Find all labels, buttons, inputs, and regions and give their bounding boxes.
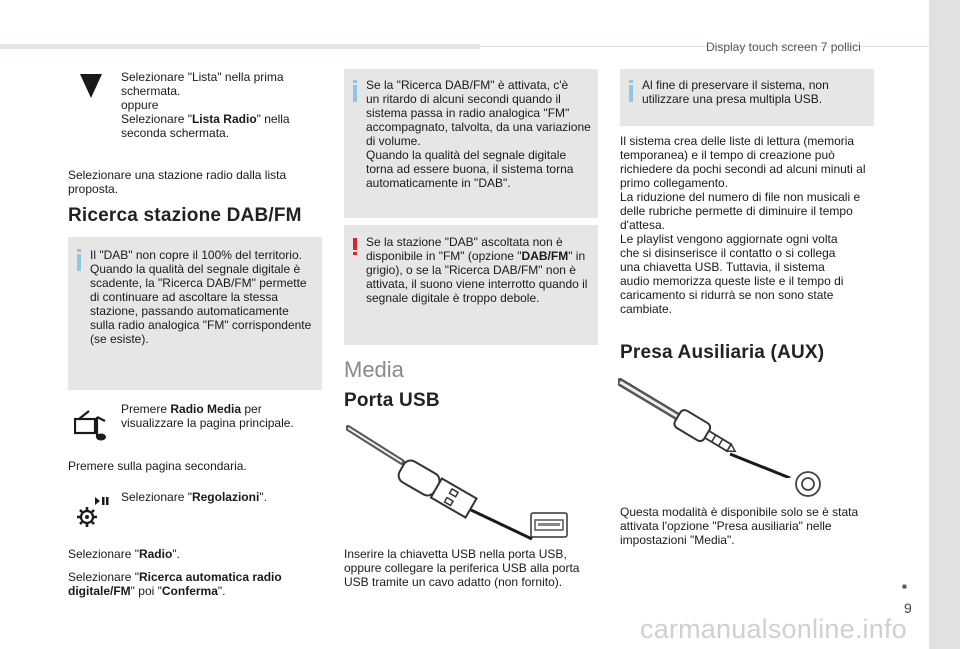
step-select-list: [121, 70, 321, 140]
info-line: di continuare ad ascoltare la stessa: [90, 290, 279, 304]
info-line: Se la "Ricerca DAB/FM" è attivata, c'è: [366, 78, 569, 92]
info-line: (se esiste).: [90, 332, 149, 346]
bold-text: DAB/FM: [521, 249, 569, 263]
para-line: impostazioni "Media".: [620, 533, 735, 547]
info-line: sistema passa in radio analogica "FM": [366, 106, 570, 120]
para-line: proposta.: [68, 182, 119, 196]
warning-line: [366, 249, 598, 263]
step-line: schermata.: [121, 84, 181, 98]
bold-text: Radio Media: [170, 402, 242, 416]
para-line: Selezionare una stazione radio dalla lista: [68, 168, 287, 182]
info-line: un ritardo di alcuni secondi quando il: [366, 92, 561, 106]
paragraph: [68, 168, 318, 196]
text: Selezionare ": [121, 490, 192, 504]
text: disponibile in "FM" (opzione ": [366, 249, 522, 263]
step-line: [121, 112, 321, 126]
para-line: cambiate.: [620, 302, 673, 316]
info-line: Quando la qualità del segnale digitale è: [90, 262, 301, 276]
para-line: audio memorizza queste liste e il tempo di: [620, 274, 844, 288]
text: Selezionare ": [68, 570, 139, 584]
header-title: Display touch screen 7 pollici: [706, 40, 861, 54]
info-text: [90, 248, 320, 346]
bold-text: Regolazioni: [191, 490, 260, 504]
bold-text: Ricerca automatica radio: [138, 570, 282, 584]
para-line: una chiavetta USB. Tuttavia, il sistema: [620, 260, 825, 274]
para-line: temporanea) e il tempo di creazione può: [620, 148, 835, 162]
text: ".: [172, 547, 180, 561]
bold-text: Radio: [138, 547, 173, 561]
section-title: Media: [344, 357, 404, 382]
info-line: stazione, passando automaticamente: [90, 304, 289, 318]
para-line: Questa modalità è disponibile solo se è stata: [620, 505, 859, 519]
text: ".: [259, 490, 267, 504]
warning-line: grigio), o se la "Ricerca DAB/FM" non è: [366, 263, 576, 277]
usb-port-icon: [530, 512, 568, 543]
step-line: oppure: [121, 98, 159, 112]
para-line: richiedere da pochi secondi ad alcuni minuti al: [620, 162, 866, 176]
para-line: La riduzione del numero di file non musicali e: [620, 190, 861, 204]
para-line: [68, 570, 328, 584]
info-icon: [629, 80, 633, 102]
info-line: accompagnato, talvolta, da una variazione: [366, 120, 591, 134]
section-heading: Porta USB: [344, 390, 440, 411]
para-line: caricamento si ridurrà se non sono state: [620, 288, 834, 302]
radio-media-icon: [74, 409, 110, 446]
text: ".: [217, 584, 226, 598]
info-text: [642, 78, 872, 106]
paragraph: [68, 570, 328, 598]
jack-plug-icon: [618, 378, 798, 483]
para-line: Il sistema crea delle liste di lettura (memoria: [620, 134, 855, 148]
step-line: Selezionare "Lista" nella prima: [121, 70, 284, 84]
text: " nella: [256, 112, 290, 126]
paragraph: Premere sulla pagina secondaria.: [68, 459, 247, 473]
info-line: Al fine di preservare il sistema, non: [642, 78, 829, 92]
para-line: oppure collegare la periferica USB alla porta: [344, 561, 580, 575]
warning-line: attivata, il suono viene interrotto quando il: [366, 277, 588, 291]
info-line: Quando la qualità del segnale digitale: [366, 148, 567, 162]
section-heading: Ricerca stazione DAB/FM: [68, 205, 302, 226]
settings-gear-icon: [75, 495, 111, 534]
bold-text: Lista Radio: [191, 112, 257, 126]
side-band: [929, 0, 960, 649]
warning-icon: [353, 238, 357, 255]
info-line: scadente, la "Ricerca DAB/FM" permette: [90, 276, 307, 290]
text: " poi ": [130, 584, 162, 598]
info-line: utilizzare una presa multipla USB.: [642, 92, 823, 106]
para-line: d'attesa.: [620, 218, 665, 232]
paragraph: [620, 505, 880, 547]
step-radio-media: [121, 402, 321, 430]
para-line: che si disinserisce il contatto o si collega: [620, 246, 836, 260]
info-icon: [77, 249, 81, 271]
watermark: carmanualsonline.info: [640, 614, 907, 644]
end-marker: ■: [902, 582, 907, 591]
bold-text: digitale/FM: [68, 584, 131, 598]
paragraph: [344, 547, 604, 589]
info-line: automaticamente in "DAB".: [366, 176, 511, 190]
info-line: di volume.: [366, 134, 421, 148]
step-line: visualizzare la pagina principale.: [121, 416, 294, 430]
text: Selezionare ": [68, 547, 139, 561]
info-text: [366, 78, 598, 190]
para-line: Inserire la chiavetta USB nella porta USB,: [344, 547, 567, 561]
text: Selezionare ": [121, 112, 192, 126]
header-rule: [0, 44, 480, 49]
bold-text: Conferma: [161, 584, 218, 598]
warning-line: Se la stazione "DAB" ascoltata non è: [366, 235, 563, 249]
para-line: attivata l'opzione "Presa ausiliaria" nelle: [620, 519, 832, 533]
para-line: delle rubriche permette di diminuire il tempo: [620, 204, 853, 218]
para-line: [68, 584, 328, 598]
text: per: [241, 402, 262, 416]
para-line: primo collegamento.: [620, 176, 729, 190]
text: " in: [568, 249, 586, 263]
page-number: 9: [904, 600, 912, 616]
header-rule-thin: [480, 46, 929, 47]
warning-text: [366, 235, 598, 305]
step-settings: [121, 490, 267, 504]
para-line: Le playlist vengono aggiornate ogni volta: [620, 232, 838, 246]
warning-line: segnale digitale è troppo debole.: [366, 291, 540, 305]
paragraph: [68, 547, 180, 561]
step-line: seconda schermata.: [121, 126, 230, 140]
info-line: torna ad essere buona, il sistema torna: [366, 162, 574, 176]
section-heading: Presa Ausiliaria (AUX): [620, 342, 825, 363]
info-icon: [353, 80, 357, 102]
step-line: [121, 402, 321, 416]
info-line: Il "DAB" non copre il 100% del territorio.: [90, 248, 302, 262]
aux-socket-icon: [794, 470, 822, 503]
info-line: sulla radio analogica "FM" corrispondente: [90, 318, 312, 332]
triangle-down-icon: [80, 74, 102, 103]
text: Premere: [121, 402, 171, 416]
paragraph: [620, 134, 880, 316]
para-line: USB tramite un cavo adatto (non fornito).: [344, 575, 563, 589]
